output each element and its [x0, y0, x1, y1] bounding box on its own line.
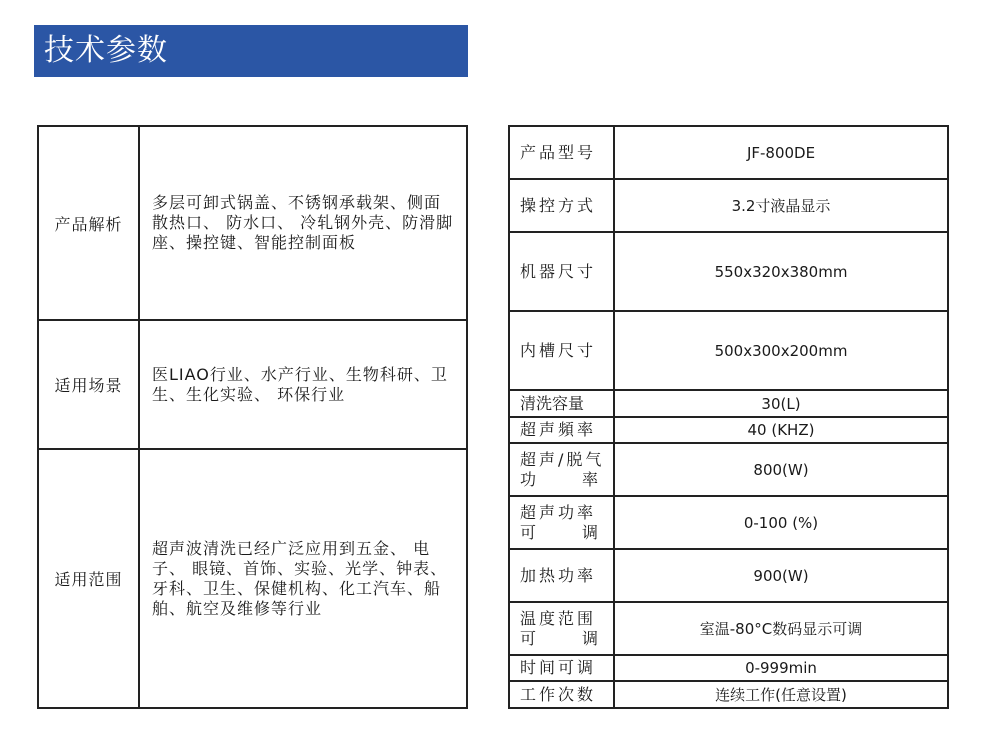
spec-label-power-adjustable [509, 496, 614, 549]
label-line-2-end: 调 [581, 628, 601, 648]
spec-value-frequency: 40 (KHZ) [614, 417, 948, 443]
row-label-application-range: 适用范围 [38, 449, 139, 708]
table-row [509, 126, 948, 179]
row-label-application-scenarios: 适用场景 [38, 320, 139, 449]
row-label-product-analysis: 产品解析 [38, 126, 139, 320]
table-row [38, 320, 467, 449]
spec-label-work-cycles: 工作次数 [509, 681, 614, 708]
spec-label-ultrasonic-degas-power [509, 443, 614, 496]
table-row [509, 311, 948, 390]
label-line-2-end: 调 [581, 522, 601, 542]
spec-value-control-mode: 3.2寸液晶显示 [614, 179, 948, 232]
spec-value-power-adjustable: 0-100 (%) [614, 496, 948, 549]
table-row [38, 126, 467, 320]
label-line-2 [520, 470, 613, 490]
row-value-product-analysis: 多层可卸式锅盖、不锈钢承载架、侧面散热口、 防水口、 冷轧钢外壳、防滑脚座、操控键、智能控制面板 [139, 126, 467, 320]
spec-value-capacity: 30(L) [614, 390, 948, 417]
table-row [509, 602, 948, 655]
spec-label-capacity: 清洗容量 [509, 390, 614, 417]
row-value-application-scenarios: 医LIAO行业、水产行业、生物科研、卫生、生化实验、 环保行业 [139, 320, 467, 449]
table-row [509, 655, 948, 681]
label-line-2 [520, 523, 613, 543]
spec-value-model: JF-800DE [614, 126, 948, 179]
spec-label-machine-size: 机器尺寸 [509, 232, 614, 311]
spec-label-heating-power: 加热功率 [509, 549, 614, 602]
spec-value-machine-size: 550x320x380mm [614, 232, 948, 311]
product-description-table [37, 125, 468, 709]
label-line-2-end: 率 [581, 469, 601, 489]
table-row [509, 681, 948, 708]
spec-value-tank-size: 500x300x200mm [614, 311, 948, 390]
spec-label-model: 产品型号 [509, 126, 614, 179]
spec-value-time-adjustable: 0-999min [614, 655, 948, 681]
spec-label-frequency: 超声頻率 [509, 417, 614, 443]
table-row [509, 496, 948, 549]
spec-value-work-cycles: 连续工作(任意设置) [614, 681, 948, 708]
label-line-1: 超声/脱气 [520, 449, 605, 469]
spec-label-time-adjustable: 时间可调 [509, 655, 614, 681]
table-row [38, 449, 467, 708]
table-row [509, 179, 948, 232]
table-row [509, 390, 948, 417]
specifications-table [508, 125, 949, 709]
label-line-2-start: 可 [520, 522, 540, 542]
row-value-application-range: 超声波清洗已经广泛应用到五金、 电子、 眼镜、首饰、实验、光学、钟表、牙科、卫生、保健机构、化工汽车、船舶、航空及维修等行业 [139, 449, 467, 708]
table-row [509, 417, 948, 443]
table-row [509, 232, 948, 311]
section-header-banner [34, 25, 468, 77]
spec-value-heating-power: 900(W) [614, 549, 948, 602]
label-line-1: 超声功率 [520, 502, 597, 522]
spec-value-ultrasonic-degas-power: 800(W) [614, 443, 948, 496]
label-line-2-start: 可 [520, 628, 540, 648]
spec-label-temperature-range [509, 602, 614, 655]
spec-value-temperature-range: 室温-80°C数码显示可调 [614, 602, 948, 655]
section-title: 技术参数 [44, 33, 168, 68]
spec-label-control-mode: 操控方式 [509, 179, 614, 232]
table-row [509, 443, 948, 496]
label-line-2-start: 功 [520, 469, 540, 489]
label-line-2 [520, 629, 613, 649]
label-line-1: 温度范围 [520, 608, 597, 628]
spec-label-tank-size: 内槽尺寸 [509, 311, 614, 390]
table-row [509, 549, 948, 602]
